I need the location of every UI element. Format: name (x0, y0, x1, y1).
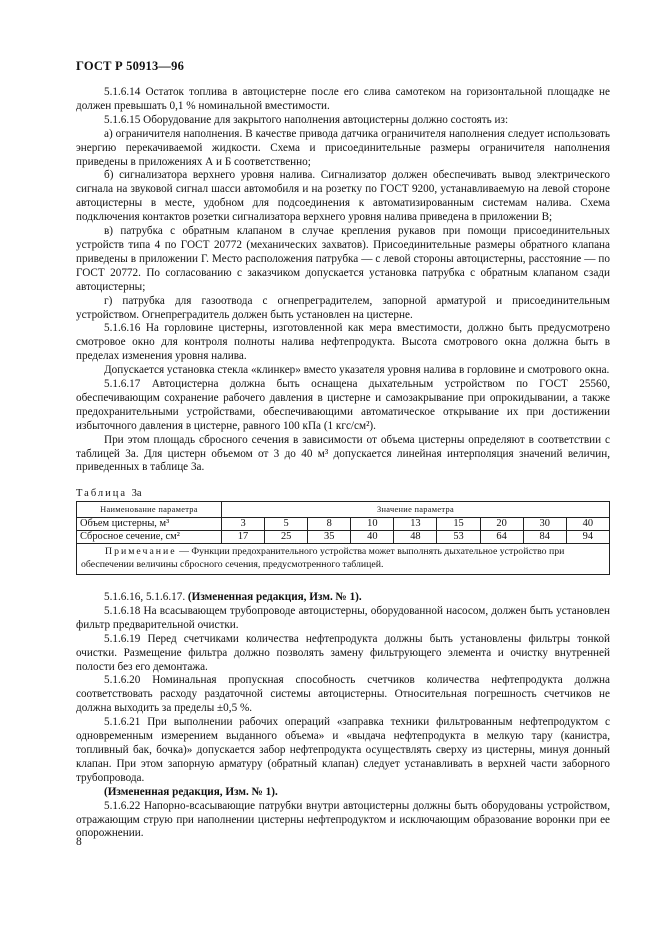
paragraph: 5.1.6.19 Перед счетчиками количества нефтепродукта должны быть установлены фильтры тонкой очистки. Размещение фильтра должно позволять замену фильтрующего элемента и очистку внутренней полости без его демонтажа. (76, 632, 610, 673)
table-cell: 8 (308, 518, 351, 531)
paragraph: 5.1.6.17 Автоцистерна должна быть оснащена дыхательным устройством по ГОСТ 25560, обеспечивающим сохранение рабочего давления в цистерне и самозакрывание при опрокидывании, а также предохранительными устройствами, обеспечивающими автоматическое открывание их при достижении избыточного давления в цистерне, равного 100 кПа (1 кгс/см²). (76, 378, 610, 432)
document-header: ГОСТ Р 50913—96 (76, 59, 185, 73)
paragraph: а) ограничителя наполнения. В качестве привода датчика ограничителя наполнения следует использовать энергию перекачиваемой жидкости. Схема и присоединительные размеры ограничителя наполнения приведены в приложениях А и Б соответственно; (76, 127, 610, 168)
amendment-ref: 5.1.6.16, 5.1.6.17. (104, 591, 186, 603)
table-row-label: Объем цистерны, м³ (77, 518, 222, 531)
paragraph: 5.1.6.14 Остаток топлива в автоцистерне после его слива самотеком на горизонтальной площадке не должен превышать 0,1 % номинальной вместимости. (76, 86, 610, 112)
paragraph: 5.1.6.18 На всасывающем трубопроводе автоцистерны, оборудованной насосом, должен быть установлен фильтр предварительной очистки. (76, 604, 610, 631)
paragraph (76, 786, 610, 800)
table-cell: 25 (265, 531, 308, 544)
table-cell: 64 (480, 531, 523, 544)
table-note-text: — Функции предохранительного устройства может выполнять дыхательное устройство при обеспечении величины сбросного сечения, предусмотренного таблицей. (81, 546, 565, 570)
paragraph: 5.1.6.21 При выполнении рабочих операций «заправка техники фильтрованным нефтепродуктом с одновременным измерением выданного объема» и «выдача нефтепродукта в мелкую тару (канистра, топливный бак, бочка)» допускается забор нефтепродукта осуществлять сверху из цистерны, минуя донный клапан. При этом запорную арматуру (обратный клапан) следует устанавливать в верхней части заборного трубопровода. (76, 716, 610, 784)
paragraph: 5.1.6.22 Напорно-всасывающие патрубки внутри автоцистерны должны быть оборудованы устройством, отражающим струю при наполнении цистерны нефтепродуктом и исключающим образование воронки при ее опорожнении. (76, 799, 610, 840)
table-cell: 10 (351, 518, 394, 531)
table-cell: 40 (566, 518, 609, 531)
table-cell: 15 (437, 518, 480, 531)
table-3a (76, 501, 610, 575)
table-row-label: Сбросное сечение, см² (77, 531, 222, 544)
paragraph: в) патрубка с обратным клапаном в случае крепления рукавов при помощи присоединительных устройств типа 4 по ГОСТ 20772 (механических захватов). Присоединительные размеры обратного клапана приведены в приложении Г. Место расположения патрубка — с левой стороны автоцистерны, расстояние — по ГОСТ 20772. По согласованию с заказчиком допускается установка патрубка с обратным клапаном сзади автоцистерны; (76, 225, 610, 293)
table-row (77, 531, 610, 544)
table-note (77, 544, 610, 575)
table-row (77, 518, 610, 531)
table-cell: 30 (523, 518, 566, 531)
body-text-top (76, 86, 610, 475)
paragraph: 5.1.6.16 На горловине цистерны, изготовленной как мера вместимости, должно быть предусмотрено смотровое окно для контроля полноты налива нефтепродукта. Высота смотрового окна должна быть в пределах изменения уровня налива. (76, 322, 610, 363)
table-cell: 5 (265, 518, 308, 531)
table-caption-word: Таблица (76, 488, 128, 499)
paragraph: г) патрубка для газоотвода с огнепреградителем, запорной арматурой и присоединительным устройством. Огнепреградитель должен быть установлен на цистерне. (76, 294, 610, 321)
table-note-label: Примечание (105, 546, 177, 557)
table-cell: 13 (394, 518, 437, 531)
paragraph: 5.1.6.15 Оборудование для закрытого наполнения автоцистерны должно состоять из: (104, 113, 509, 126)
amendment-note: (Измененная редакция, Изм. № 1). (104, 785, 278, 798)
table-cell: 17 (222, 531, 265, 544)
paragraph: При этом площадь сбросного сечения в зависимости от объема цистерны определяют в соответствии с таблицей 3а. Для цистерн объемом от 3 до 40 м³ допускается линейная интерполяция значений величин, приведенных в таблице 3а. (76, 433, 610, 474)
table-header-row (77, 502, 610, 518)
table-cell: 94 (566, 531, 609, 544)
table-cell: 3 (222, 518, 265, 531)
table-cell: 20 (480, 518, 523, 531)
body-text-bottom (76, 591, 610, 841)
table-header-name: Наименование параметра (77, 502, 222, 518)
table-caption (76, 488, 142, 499)
table-header-value: Значение параметра (222, 502, 610, 518)
paragraph: Допускается установка стекла «клинкер» вместо указателя уровня налива в горловине и смотрового окна. (104, 364, 610, 377)
table-cell: 35 (308, 531, 351, 544)
paragraph: 5.1.6.20 Номинальная пропускная способность счетчиков количества нефтепродукта должна соответствовать расходу раздаточной системы автоцистерны. Относительная погрешность счетчиков не должна выходить за пределы ±0,5 %. (76, 674, 610, 715)
table-cell: 48 (394, 531, 437, 544)
table-cell: 40 (351, 531, 394, 544)
paragraph (76, 591, 610, 605)
paragraph: б) сигнализатора верхнего уровня налива. Сигнализатор должен обеспечивать вывод электрического сигнала на звуковой сигнал шасси автомобиля и на розетку по ГОСТ 9200, устанавливаемую на левой стороне автоцистерны в месте, удобном для подсоединения к автоматизированным системам налива. Схема подключения контактов розетки сигнализатора верхнего уровня налива приведена в приложении В; (76, 169, 610, 224)
page-number: 8 (76, 836, 82, 848)
table-cell: 84 (523, 531, 566, 544)
table-caption-number: 3а (131, 488, 142, 499)
amendment-note: (Измененная редакция, Изм. № 1). (187, 591, 362, 603)
table-cell: 53 (437, 531, 480, 544)
table-note-row (77, 544, 610, 575)
